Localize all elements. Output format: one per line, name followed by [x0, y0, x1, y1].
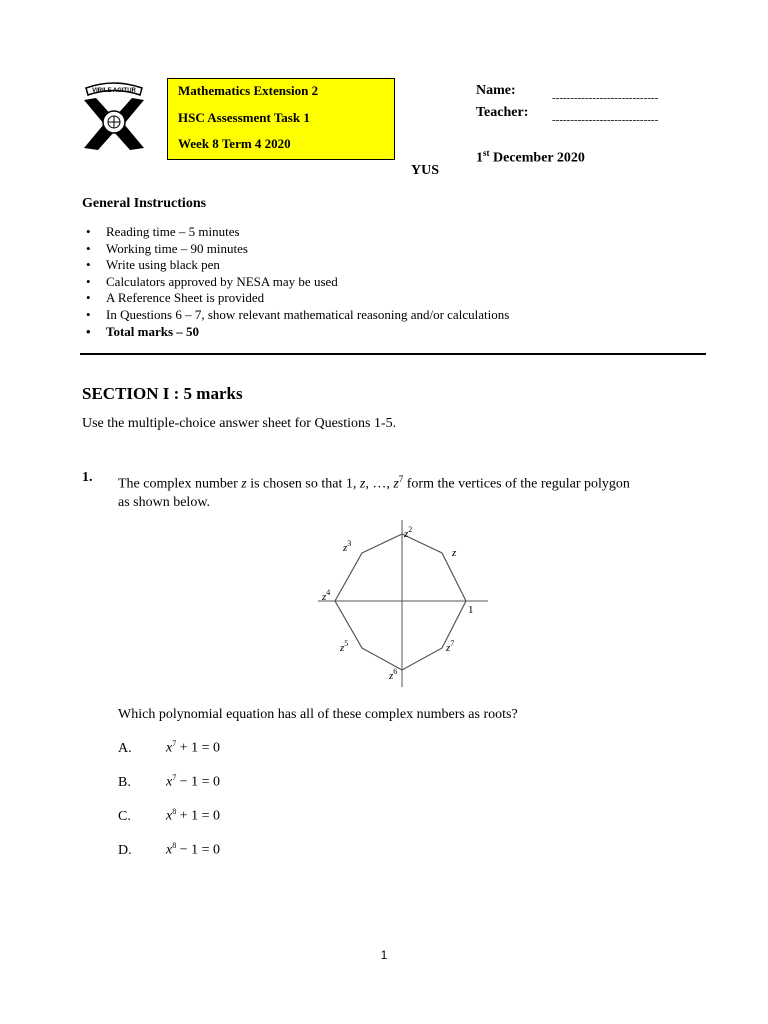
label-z2: $z^2$ — [404, 525, 413, 540]
section-divider — [80, 353, 706, 355]
school-crest-logo — [80, 78, 148, 150]
teacher-label: Teacher: — [476, 105, 529, 120]
label-z6: $z^6$ — [389, 667, 398, 682]
label-one: 1 — [468, 604, 474, 616]
name-label: Name: — [476, 83, 516, 98]
page-number: 1 — [380, 948, 388, 962]
label-z5: $z^5$ — [340, 639, 349, 654]
option-letter: B. — [118, 775, 131, 790]
section-title: SECTION I : 5 marks — [82, 384, 243, 403]
octagon-figure — [318, 515, 488, 690]
instruction-item: • In Questions 6 – 7, show relevant mathematical reasoning and/or calculations — [82, 307, 702, 324]
option-b[interactable] — [118, 773, 221, 791]
course-info-box — [167, 78, 395, 160]
section-subtitle: Use the multiple-choice answer sheet for Questions 1-5. — [82, 416, 397, 431]
label-z3: $z^3$ — [343, 539, 352, 554]
instruction-item: • Write using black pen — [82, 257, 702, 274]
instruction-item: • Reading time – 5 minutes — [82, 224, 702, 241]
crest-motto: VIRILE AGITUR — [92, 88, 136, 94]
question-text: The complex number z is chosen so that 1, z, …, $z^7$ form the vertices of the regular polygon as shown below. — [118, 474, 630, 510]
option-equation: $x^8 - 1 = 0$ — [166, 841, 221, 858]
option-letter: A. — [118, 741, 132, 756]
label-z4: $z^4$ — [322, 588, 331, 603]
label-z: z — [452, 547, 457, 559]
instruction-item: • Working time – 90 minutes — [82, 241, 702, 258]
name-blank: ----------------------------- — [552, 92, 659, 104]
option-letter: D. — [118, 843, 132, 858]
option-equation: $x^7 - 1 = 0$ — [166, 773, 221, 790]
instruction-item-total-marks: • Total marks – 50 — [82, 324, 702, 341]
option-equation: $x^7 + 1 = 0$ — [166, 739, 221, 756]
option-equation: $x^8 + 1 = 0$ — [166, 807, 221, 824]
question-prompt: Which polynomial equation has all of these complex numbers as roots? — [118, 707, 518, 722]
instruction-item: • Calculators approved by NESA may be used — [82, 274, 702, 291]
question-number: 1. — [82, 470, 93, 485]
course-title: Mathematics Extension 2 — [178, 83, 319, 98]
school-code: YUS — [411, 163, 440, 178]
teacher-blank: ----------------------------- — [552, 114, 659, 126]
week-term: Week 8 Term 4 2020 — [178, 136, 291, 151]
assessment-task: HSC Assessment Task 1 — [178, 110, 310, 125]
label-z7: $z^7$ — [446, 639, 455, 654]
instructions-list — [82, 224, 702, 340]
exam-date: 1st December 2020 — [476, 148, 585, 166]
option-d[interactable] — [118, 841, 221, 859]
general-instructions-title: General Instructions — [82, 196, 207, 211]
option-c[interactable] — [118, 807, 221, 825]
option-a[interactable] — [118, 739, 221, 757]
option-letter: C. — [118, 809, 131, 824]
instruction-item: • A Reference Sheet is provided — [82, 290, 702, 307]
